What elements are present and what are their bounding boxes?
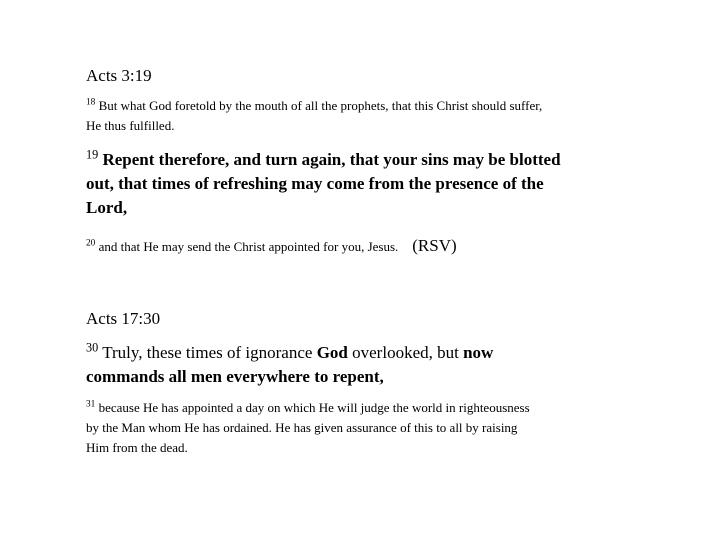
verse-18-line-2: He thus fulfilled. <box>86 118 175 133</box>
verse-30 <box>86 341 493 389</box>
verse-31 <box>86 398 530 458</box>
verse-19-line-1: Repent therefore, and turn again, that your sins may be blotted <box>102 150 561 169</box>
verse-20 <box>86 236 457 257</box>
verse-19-line-3: Lord, <box>86 198 128 217</box>
verse-30-part-3: overlooked, but <box>352 343 459 362</box>
verse-number-20: 20 <box>86 238 96 249</box>
verse-31-line-2: by the Man whom He has ordained. He has given assurance of this to all by raising <box>86 420 518 435</box>
verse-30-part-4: now <box>463 343 494 362</box>
verse-31-line-3: Him from the dead. <box>86 440 188 455</box>
verse-20-text: and that He may send the Christ appointed for you, Jesus. <box>98 239 399 254</box>
verse-18 <box>86 96 542 136</box>
verse-number-18: 18 <box>86 97 96 108</box>
verse-19 <box>86 148 561 220</box>
verse-30-part-2: God <box>316 343 348 362</box>
verse-number-30: 30 <box>86 340 99 355</box>
verse-30-line-2: commands all men everywhere to repent, <box>86 367 384 386</box>
verse-number-31: 31 <box>86 399 96 410</box>
verse-30-part-1: Truly, these times of ignorance <box>102 343 313 362</box>
verse-18-line-1: But what God foretold by the mouth of all the prophets, that this Christ should suffer, <box>98 98 543 113</box>
verse-31-line-1: because He has appointed a day on which He will judge the world in righteousness <box>98 400 530 415</box>
reference-acts-3-19: Acts 3:19 <box>86 66 152 85</box>
verse-19-line-2: out, that times of refreshing may come from the presence of the <box>86 174 544 193</box>
reference-acts-17-30: Acts 17:30 <box>86 309 161 328</box>
verse-number-19: 19 <box>86 147 99 162</box>
version-label: (RSV) <box>412 236 457 255</box>
